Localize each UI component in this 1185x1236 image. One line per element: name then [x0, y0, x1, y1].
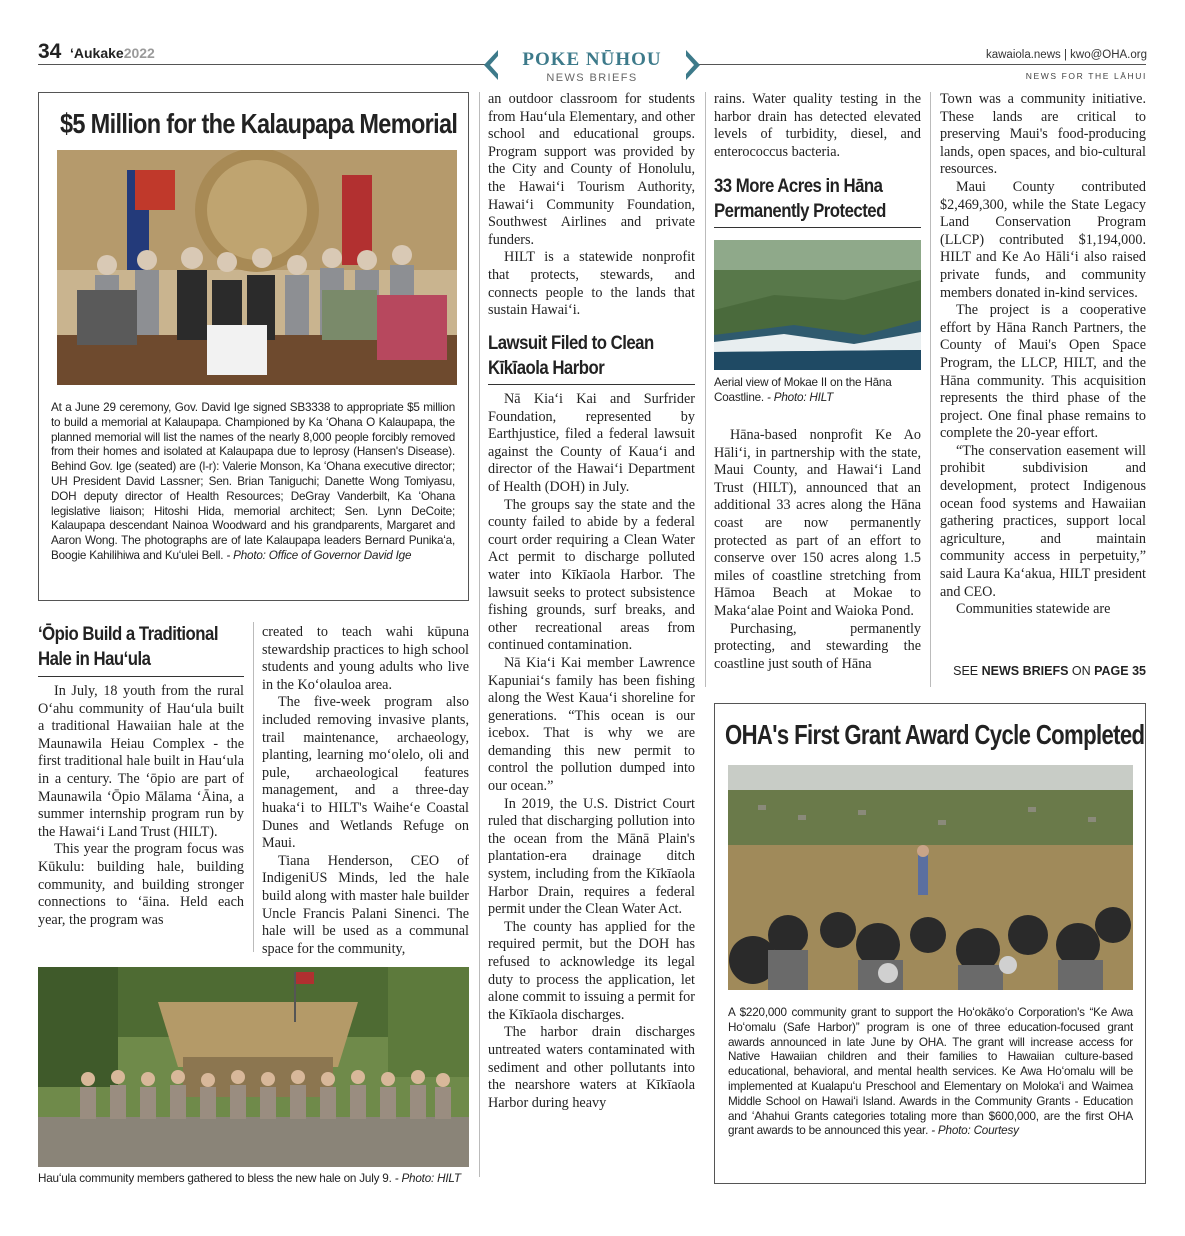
hana-caption-text: Aerial view of Mokae II on the Hāna Coastline. [714, 376, 892, 404]
section-title: POKE NŪHOU [522, 49, 662, 70]
page-number: 34 [38, 40, 62, 63]
col5-p4: “The conservation easement will prohibit subdivision and development, protect Indigenous ocean food systems and Hawaiian gathering practices, support local agriculture, and maintain community access in perpetuity,” said Laura Kaʻakua, HILT president and CEO. [940, 442, 1146, 600]
opio-headline-line2: Hale in Hauʻula [38, 648, 151, 670]
col4-lawsuit-p1: rains. Water quality testing in the harbor drain has detected elevated levels of turbidity, diesel, and enterococcus bacteria. [714, 91, 921, 160]
hale-credit: - Photo: HILT [394, 1172, 461, 1185]
issue-date [70, 45, 155, 61]
opio-col1-p2: This year the program focus was Kūkulu: building hale, building community, and building stronger connections to ʻāina. Held each year, the program was [38, 841, 244, 928]
see-prefix: SEE [953, 664, 982, 678]
column-divider-4 [930, 92, 931, 687]
col5-p2: Maui County contributed $2,469,300, while the State Legacy Land Conservation Program (LLCP) contributed $1,194,000. HILT and Ke Ao Hāliʻi also raised private funds, and community members donated in-kind services. [940, 178, 1146, 301]
col3-opio-continued [488, 91, 695, 320]
hale-photo [38, 967, 469, 1167]
grant-caption [728, 1006, 1133, 1139]
tagline: NEWS FOR THE LĀHUI [1025, 71, 1147, 81]
opio-col2-p3: Tiana Henderson, CEO of IndigeniUS Minds, led the hale build along with master hale builder Uncle Francis Palani Sinenci. The hale will be used as a communal space for the community, [262, 852, 469, 957]
header-rule-right [698, 64, 1146, 65]
opio-col2-p2: The five-week program also included removing invasive plants, trail maintenance, archaeology, planting, learning moʻolelo, oli and pule, archaeological features management, and a three-day huakaʻi to HILT's Waiheʻe Coastal Dunes and Wetlands Refuge on Maui. [262, 694, 469, 852]
col5-hana-continued [940, 91, 1146, 619]
see-section: NEWS BRIEFS [981, 664, 1069, 678]
lawsuit-p3: Nā Kiaʻi Kai member Lawrence Kapuniaiʻs family has been fishing along the West Kauaʻi shoreline for generations. “This ocean is our icebox. That is why we are demanding this new permit to control the pollution dumped into our ocean.” [488, 654, 695, 795]
hana-photo [714, 240, 921, 370]
opio-col2-p1: created to teach wahi kūpuna stewardship practices to high school students and young adults who live in the Koʻolauloa area. [262, 624, 469, 693]
col3-opio-p1: an outdoor classroom for students from Hauʻula Elementary, and other school and educational groups. Program support was provided by the City and County of Honolulu, the Hawaiʻi Tourism Authority, Hawaiʻi Community Foundation, Southwest Airlines and private funders. [488, 91, 695, 248]
hana-body [714, 427, 921, 673]
lawsuit-p1: Nā Kiaʻi Kai and Surfrider Foundation, represented by Earthjustice, filed a federal lawsuit against the County of Kauaʻi and director of the Hawaiʻi Department of Health (DOH) in July. [488, 391, 695, 495]
opio-col1 [38, 683, 244, 929]
col5-p5: Communities statewide are [956, 601, 1111, 618]
hana-p1: Hāna-based nonprofit Ke Ao Hāliʻi, in partnership with the state, Maui County, and Hawaiʻi Land Trust (HILT), announced that an additional 33 acres along the Hāna coast are now permanently protected as part of an effort to conserve over 150 acres along 1.5 miles of coastline stretching from Hāmoa Beach at Mokae to Makaʻalae Point and Waioka Pond. [714, 427, 921, 619]
see-page: PAGE 35 [1094, 664, 1146, 678]
site-contact: kawaiola.news | kwo@OHA.org [985, 49, 1147, 61]
kalaupapa-caption [51, 401, 455, 564]
lawsuit-headline-line1: Lawsuit Filed to Clean [488, 332, 654, 354]
kalaupapa-photo [57, 150, 457, 385]
hana-credit: - Photo: HILT [767, 390, 834, 404]
grant-photo [728, 765, 1133, 990]
opio-col2 [262, 624, 469, 958]
see-mid: ON [1068, 664, 1095, 678]
opio-col1-p1: In July, 18 youth from the rural Oʻahu community of Hauʻula built a traditional Hawaiian hale at the Maunawila Heiau Complex - the first traditional hale built in Hauʻula in a century. The ʻōpio are part of Maunawila ʻŌpio Mālama ʻĀina, a summer internship program run by the Hawaiʻi Land Trust (HILT). [38, 683, 244, 840]
hana-headline-rule [714, 227, 921, 228]
hana-p2: Purchasing, permanently protecting, and stewarding the coastline just south of Hāna [714, 620, 921, 672]
issue-month: ʻAukake [70, 45, 124, 61]
see-continuation [953, 664, 1146, 678]
kalaupapa-credit: - Photo: Office of Governor David Ige [226, 548, 412, 562]
opio-headline-line1: ʻŌpio Build a Traditional [38, 623, 218, 645]
lawsuit-body [488, 391, 695, 1112]
col5-p3: The project is a cooperative effort by Hāna Ranch Partners, the County of Maui's Open Space Program, the LLCP, HILT, and the Hāna community. This acquisition represents the third phase of the project. One final phase remains to complete the 20-year effort. [940, 302, 1146, 442]
hana-caption [714, 376, 921, 406]
hana-headline-line1: 33 More Acres in Hāna [714, 175, 883, 197]
chevron-left-icon [484, 50, 500, 80]
col4-lawsuit-continued [714, 91, 921, 161]
grant-headline: OHA's First Grant Award Cycle Completed [725, 719, 1145, 750]
header-rule-left [38, 64, 486, 65]
lawsuit-p5: The county has applied for the required permit, but the DOH has refused to acknowledge its legal duty to process the application, let alone commit to issuing a permit for the Kīkīaola discharges. [488, 918, 695, 1023]
hale-caption-text: Hauʻula community members gathered to bless the new hale on July 9. [38, 1172, 392, 1185]
col3-opio-p2: HILT is a statewide nonprofit that protects, stewards, and connects people to the lands that sustain Hawaiʻi. [488, 249, 695, 319]
kalaupapa-caption-text: At a June 29 ceremony, Gov. David Ige signed SB3338 to appropriate $5 million to build a memorial at Kalaupapa. Championed by Ka ʻOhana O Kalaupapa, the planned memorial will list the names of the nearly 8,000 people forcibly removed from their homes and isolated at Kalaupapa due to leprosy (Hansen's Disease). Behind Gov. Ige (seated) are (l-r): Valerie Monson, Ka ʻOhana executive director; UH President David Lassner; Sen. Brian Taniguchi; Danette Wong Tomiyasu, DOH deputy director of Health Resources; DeGray Vanderbilt, Ka ʻOhana legislative liaison; Hitoshi Hida, memorial architect; Sen. Lynn DeCoite; Kalaupapa descendant Nainoa Woodward and his grandparents, Margaret and Aaron Wong. The photographs are of late Kalaupapa leaders Bernard Punikaʻa, Boogie Kahilihiwa and Kuʻulei Bell. [51, 401, 455, 562]
lawsuit-headline-rule [488, 384, 695, 385]
column-divider-3 [705, 92, 706, 687]
lawsuit-p6: The harbor drain discharges untreated waters contaminated with sediment and other pollutants into the nearshore waters at Kīkīaola Harbor during heavy [488, 1024, 695, 1111]
grant-credit: - Photo: Courtesy [931, 1124, 1019, 1138]
column-divider-2 [479, 92, 480, 1177]
lawsuit-p2: The groups say the state and the county failed to abide by a federal court order requiring a Clean Water Act permit to discharge polluted water into Kīkīaola Harbor. The lawsuit seeks to protect subsistence fishing grounds, surf breaks, and other recreational areas from continued contamination. [488, 496, 695, 654]
kalaupapa-headline: $5 Million for the Kalaupapa Memorial [60, 108, 458, 139]
hana-headline-line2: Permanently Protected [714, 200, 886, 222]
chevron-right-icon [684, 50, 700, 80]
grant-caption-text: A $220,000 community grant to support the Hoʻokākoʻo Corporation's “Ke Awa Hoʻomalu (Safe Harbor)” program is one of three education-focused grant awards announced in late June by OHA. The grant will increase access for Native Hawaiian children and their families to Hawaiian culture-based educational, behavioral, and mental health services. Ke Awa Hoʻomalu will be implemented at Kualapuʻu Preschool and Elementary on Molokaʻi and Waimea Middle School on Hawaiʻi Island. Awards in the Community Grants - Education and ʻAhahui Grants categories totaling more than $600,000, are the first OHA grant awards to be announced this year. [728, 1006, 1133, 1138]
column-divider-1 [253, 622, 254, 952]
issue-year: 2022 [123, 45, 155, 61]
col5-p1: Town was a community initiative. These lands are critical to preserving Maui's food-producing lands, open spaces, and bio-cultural resources. [940, 91, 1146, 178]
hale-caption [38, 1172, 469, 1187]
lawsuit-headline-line2: Kīkīaola Harbor [488, 357, 605, 379]
opio-headline-rule [38, 676, 244, 677]
lawsuit-p4: In 2019, the U.S. District Court ruled that discharging pollution into the ocean from the Mānā Plain's plantation-era drainage ditch system, including from the Kīkīaola Harbor Drain, requires a federal permit under the Clean Water Act. [488, 795, 695, 918]
section-subtitle: NEWS BRIEFS [546, 72, 638, 84]
